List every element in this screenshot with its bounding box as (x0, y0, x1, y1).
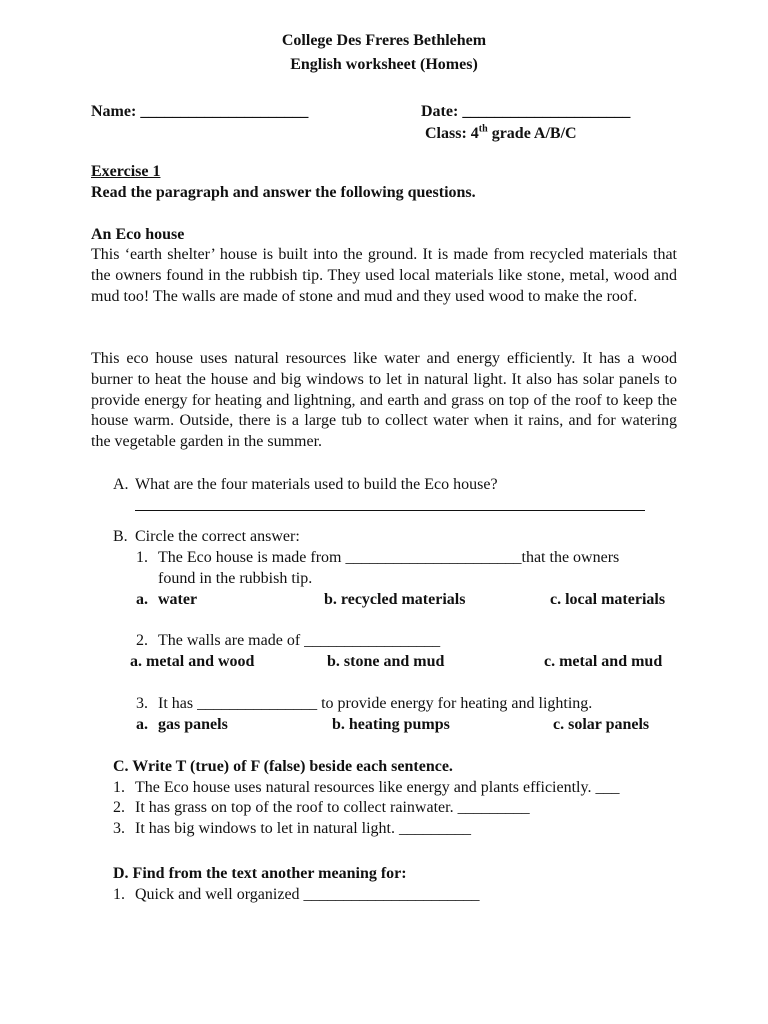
passage-paragraph-2: This eco house uses natural resources like water and energy efficiently. It has a wood burner to heat the house and big windows to let in natural light. It also has solar panels to provide energy for heating and lightning, and earth and grass on top of the roof to keep the house warm. Outside, there is a large tub to collect water when it rains, and for watering the vegetable garden in the summer. (91, 350, 677, 451)
b-q2-option-b: b. stone and mud (327, 653, 445, 670)
b-q1-option-b: b. recycled materials (324, 591, 466, 608)
worksheet-title: English worksheet (Homes) (290, 56, 478, 73)
b-q2-text: The walls are made of _________________ (158, 632, 441, 649)
b-q3-option-c: c. solar panels (553, 716, 650, 733)
section-a-question: What are the four materials used to build the Eco house? (135, 476, 498, 493)
b-q3-number: 3. (136, 695, 148, 712)
b-q1-option-a: water (158, 591, 198, 608)
section-c-heading: C. Write T (true) of F (false) beside each sentence. (113, 758, 453, 775)
b-q1-number: 1. (136, 549, 148, 566)
c-item-1-text: The Eco house uses natural resources like energy and plants efficiently. ___ (135, 779, 620, 796)
c-item-2-number: 2. (113, 799, 125, 816)
b-q1-text-continued: found in the rubbish tip. (158, 570, 313, 587)
b-q2-option-a: a. metal and wood (130, 653, 255, 670)
section-a-answer-line (135, 510, 645, 511)
class-prefix: Class: 4 (425, 125, 479, 142)
b-q3-option-b: b. heating pumps (332, 716, 450, 733)
c-item-1-number: 1. (113, 779, 125, 796)
school-name: College Des Freres Bethlehem (281, 32, 487, 49)
date-field-label: Date: _____________________ (421, 103, 631, 120)
class-suffix: grade A/B/C (487, 125, 577, 142)
name-field-label: Name: _____________________ (91, 103, 309, 120)
c-item-3-number: 3. (113, 820, 125, 837)
exercise-title: Exercise 1 (91, 163, 161, 180)
section-b-marker: B. (113, 528, 128, 545)
b-q2-number: 2. (136, 632, 148, 649)
b-q3-option-a-marker: a. (136, 716, 148, 733)
passage-paragraph-1: This ‘earth shelter’ house is built into the ground. It is made from recycled materials that the owners found in the rubbish tip. They used local materials like stone, metal, wood and mud too! The walls are made of stone and mud and they used wood to make the roof. (91, 246, 677, 305)
c-item-3-text: It has big windows to let in natural light. _________ (135, 820, 471, 837)
section-d-heading: D. Find from the text another meaning for: (113, 865, 407, 882)
class-superscript: th (478, 123, 488, 135)
b-q1-text: The Eco house is made from ______________________that the owners (158, 549, 620, 566)
b-q1-option-a-marker: a. (136, 591, 148, 608)
d-item-1-number: 1. (113, 886, 125, 903)
c-item-2-text: It has grass on top of the roof to collect rainwater. _________ (135, 799, 530, 816)
class-field-label (425, 123, 577, 144)
section-a-marker: A. (113, 476, 129, 493)
passage-title: An Eco house (91, 226, 185, 243)
b-q1-option-c: c. local materials (550, 591, 666, 608)
d-item-1-text: Quick and well organized ______________________ (135, 886, 480, 903)
b-q3-option-a: gas panels (158, 716, 228, 733)
section-b-heading: Circle the correct answer: (135, 528, 300, 545)
exercise-instruction: Read the paragraph and answer the following questions. (91, 184, 476, 201)
b-q3-text: It has _______________ to provide energy for heating and lighting. (158, 695, 593, 712)
b-q2-option-c: c. metal and mud (544, 653, 663, 670)
